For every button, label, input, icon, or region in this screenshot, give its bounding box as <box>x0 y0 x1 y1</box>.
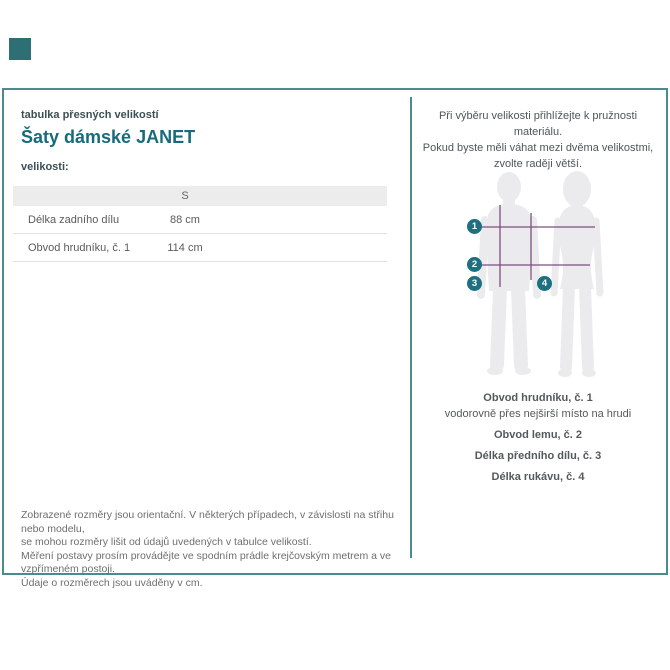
size-advice-text <box>416 108 660 172</box>
sizes-table <box>13 186 387 262</box>
size-header-cell: S <box>160 186 210 206</box>
footnote <box>21 509 401 590</box>
measure-label-list <box>420 390 656 485</box>
size-advice-line: Při výběru velikosti přihlížejte k pružnosti materiálu. <box>438 110 638 138</box>
brand-logo <box>9 38 31 60</box>
measure-marker-3: 3 <box>467 276 482 291</box>
panel-divider <box>410 97 412 558</box>
measurement-value: 114 cm <box>160 234 210 262</box>
sizes-table-header-row <box>13 186 387 206</box>
table-row <box>13 206 387 234</box>
sizes-label: velikosti: <box>21 161 69 173</box>
measurement-value: 88 cm <box>160 206 210 234</box>
measure-marker-4: 4 <box>537 276 552 291</box>
measurement-name: Délka zadního dílu <box>13 206 160 234</box>
measure-label: Délka předního dílu, č. 3 <box>474 450 602 462</box>
measure-marker-2: 2 <box>467 257 482 272</box>
measurement-name: Obvod hrudníku, č. 1 <box>13 234 160 262</box>
footnote-line: Údaje o rozměrech jsou uváděny v cm. <box>21 576 203 589</box>
footnote-line: Měření postavy prosím provádějte ve spodním prádle krejčovským metrem a ve vzpřímeném postoji. <box>21 549 391 575</box>
table-caption: tabulka přesných velikostí <box>21 109 159 121</box>
measure-label: Délka rukávu, č. 4 <box>491 471 585 483</box>
footnote-line: Zobrazené rozměry jsou orientační. V některých případech, v závislosti na střihu nebo modelu, <box>21 509 394 535</box>
measure-label: Obvod lemu, č. 2 <box>493 429 583 441</box>
measure-marker-1: 1 <box>467 219 482 234</box>
size-advice-line: zvolte raději větší. <box>493 158 583 170</box>
table-row <box>13 234 387 262</box>
product-title: Šaty dámské JANET <box>21 127 196 147</box>
measurement-figure <box>455 165 645 385</box>
measure-label: Obvod hrudníku, č. 1 <box>483 392 593 404</box>
size-header-filler-cell <box>210 186 387 206</box>
body-silhouettes-illustration <box>455 165 645 385</box>
footnote-line: se mohou rozměry lišit od údajů uvedených v tabulce velikostí. <box>21 536 312 548</box>
size-advice-line: Pokud byste měli váhat mezi dvěma velikostmi, <box>422 142 654 154</box>
size-header-empty-cell <box>13 186 160 206</box>
measure-label-description: vodorovně přes nejširší místo na hrudi <box>444 408 632 420</box>
